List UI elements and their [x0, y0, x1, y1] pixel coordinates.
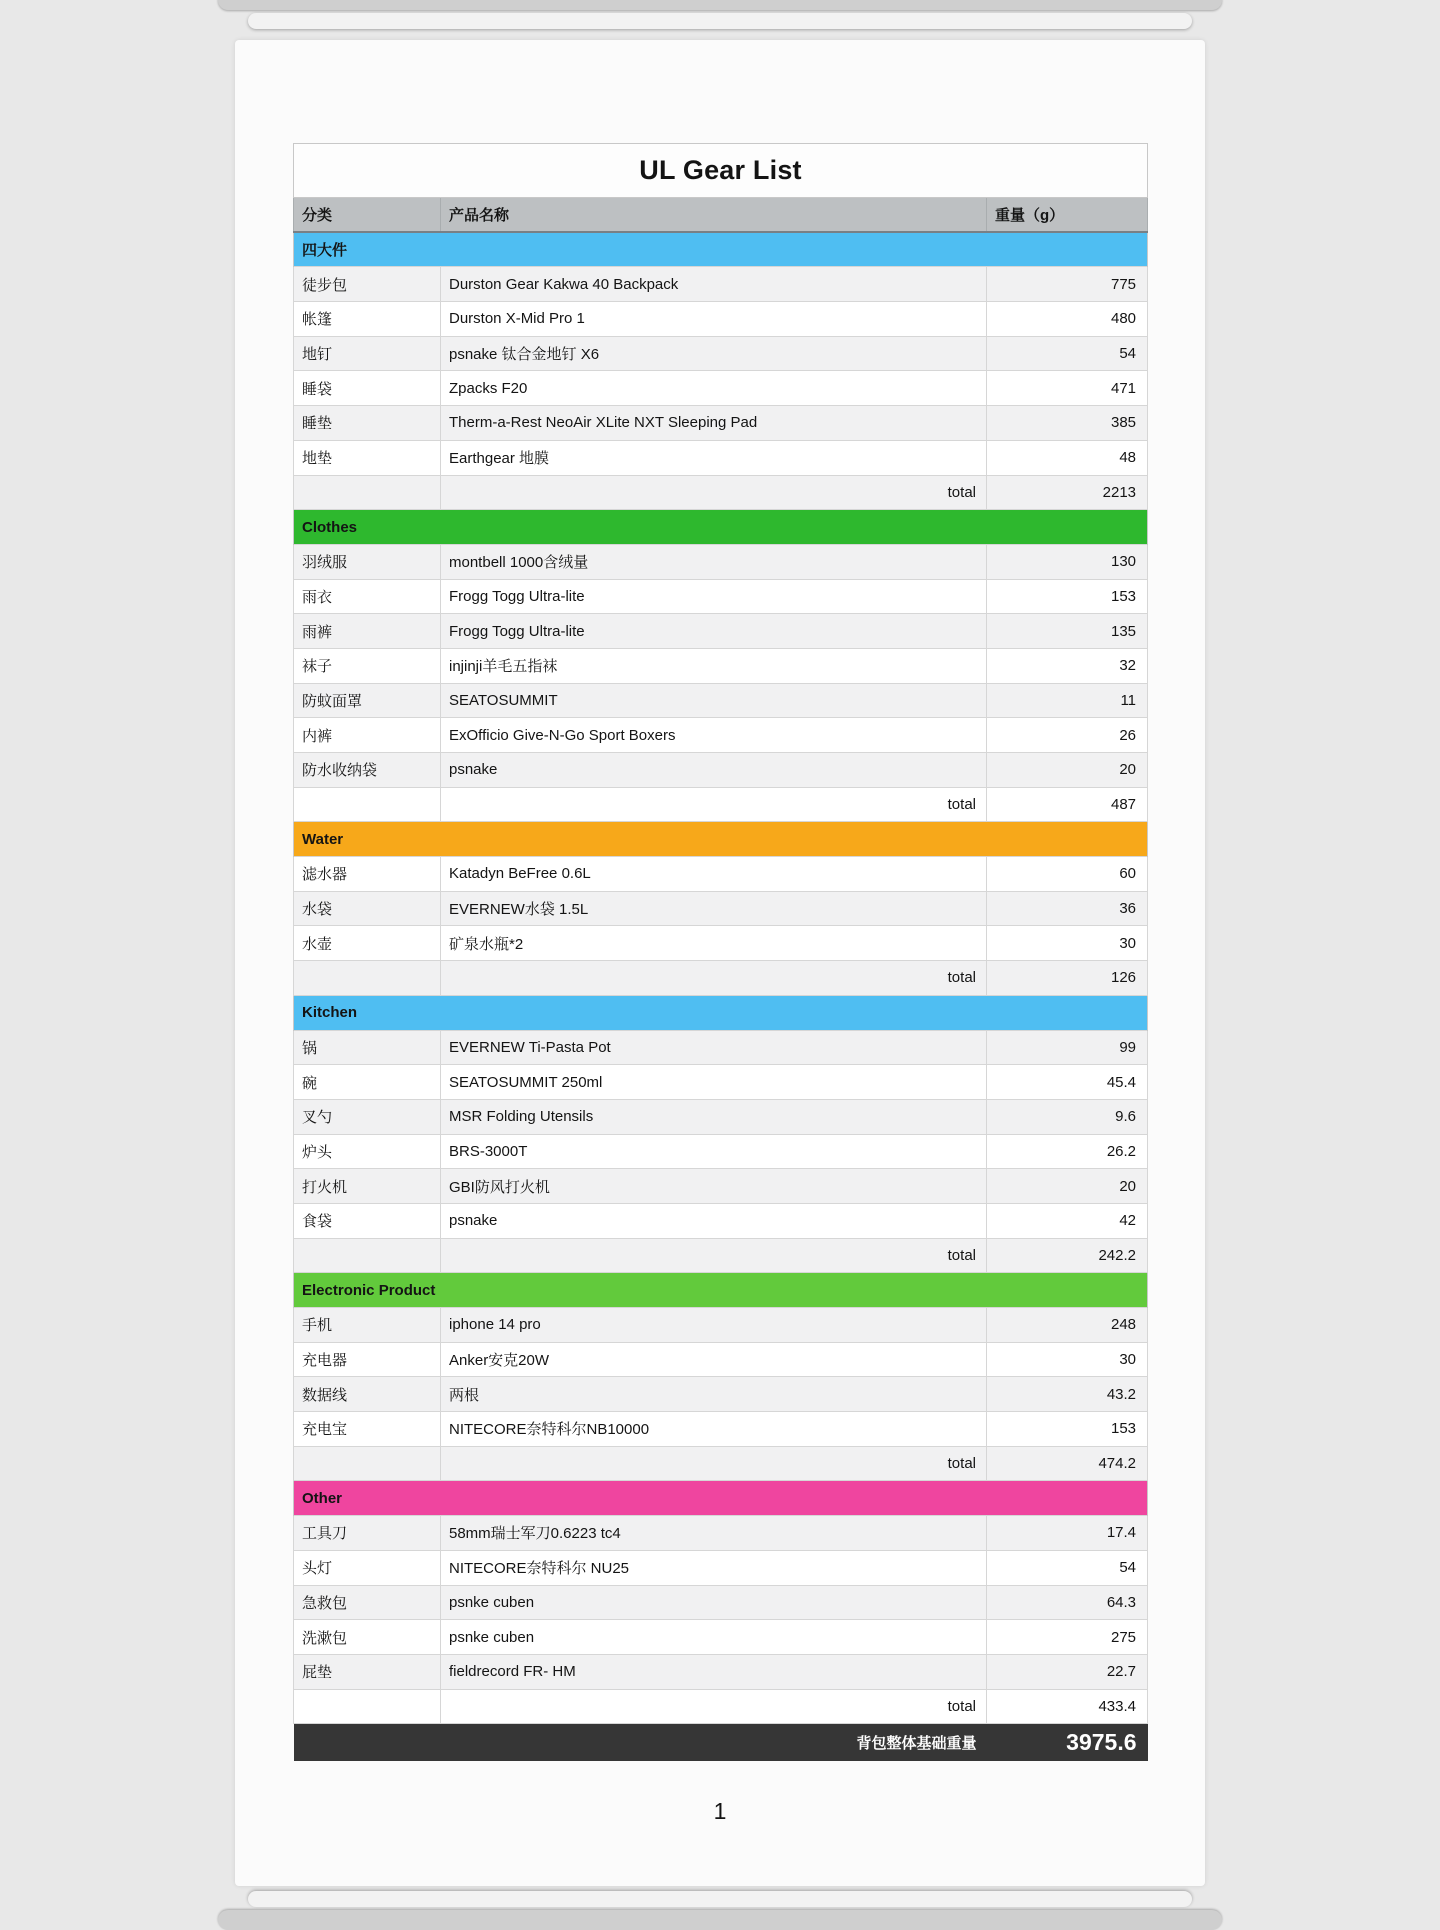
weight-cell: 20 — [987, 1169, 1148, 1204]
product-cell: Zpacks F20 — [441, 371, 987, 406]
total-empty-cell — [294, 1689, 441, 1724]
column-header-category: 分类 — [294, 198, 441, 233]
category-cell: 锅 — [294, 1030, 441, 1065]
product-cell: 58mm瑞士军刀0.6223 tc4 — [441, 1516, 987, 1551]
product-cell: psnke cuben — [441, 1620, 987, 1655]
gear-item-row — [294, 302, 1148, 337]
category-cell: 水袋 — [294, 891, 441, 926]
category-cell: 手机 — [294, 1308, 441, 1343]
gear-item-row — [294, 648, 1148, 683]
total-empty-cell — [294, 1238, 441, 1273]
gear-list-table — [293, 143, 1148, 1761]
category-cell: 急救包 — [294, 1585, 441, 1620]
product-cell: iphone 14 pro — [441, 1308, 987, 1343]
category-cell: 屁垫 — [294, 1654, 441, 1689]
gear-item-row — [294, 1203, 1148, 1238]
gear-item-row — [294, 1377, 1148, 1412]
product-cell: psnake — [441, 753, 987, 788]
weight-cell: 26.2 — [987, 1134, 1148, 1169]
gear-item-row — [294, 336, 1148, 371]
category-cell: 叉勺 — [294, 1099, 441, 1134]
weight-cell: 20 — [987, 753, 1148, 788]
section-total-row — [294, 961, 1148, 996]
product-cell: Frogg Togg Ultra-lite — [441, 579, 987, 614]
weight-cell: 60 — [987, 857, 1148, 892]
weight-cell: 30 — [987, 926, 1148, 961]
gear-item-row — [294, 1169, 1148, 1204]
weight-cell: 153 — [987, 1412, 1148, 1447]
product-cell: 两根 — [441, 1377, 987, 1412]
weight-cell: 471 — [987, 371, 1148, 406]
weight-cell: 135 — [987, 614, 1148, 649]
weight-cell: 11 — [987, 683, 1148, 718]
page-number: 1 — [713, 1798, 727, 1824]
total-label: total — [441, 787, 987, 822]
gear-table-body — [294, 144, 1148, 1761]
total-label: total — [441, 475, 987, 510]
product-cell: Durston Gear Kakwa 40 Backpack — [441, 267, 987, 302]
gear-item-row — [294, 1550, 1148, 1585]
gear-item-row — [294, 718, 1148, 753]
page-stack-edge-bottom-outer — [218, 1910, 1222, 1930]
product-cell: Earthgear 地膜 — [441, 440, 987, 475]
section-header-row — [294, 510, 1148, 545]
gear-item-row — [294, 1585, 1148, 1620]
category-cell: 袜子 — [294, 648, 441, 683]
total-label: total — [441, 1238, 987, 1273]
category-cell: 碗 — [294, 1065, 441, 1100]
weight-cell: 385 — [987, 406, 1148, 441]
category-cell: 防水收纳袋 — [294, 753, 441, 788]
section-title: 四大件 — [294, 232, 1148, 267]
category-cell: 地钉 — [294, 336, 441, 371]
section-title: Water — [294, 822, 1148, 857]
gear-item-row — [294, 544, 1148, 579]
total-label: total — [441, 1689, 987, 1724]
category-cell: 雨裤 — [294, 614, 441, 649]
product-cell: SEATOSUMMIT 250ml — [441, 1065, 987, 1100]
gear-item-row — [294, 857, 1148, 892]
gear-item-row — [294, 440, 1148, 475]
gear-item-row — [294, 1654, 1148, 1689]
gear-item-row — [294, 1342, 1148, 1377]
product-cell: 矿泉水瓶*2 — [441, 926, 987, 961]
category-cell: 头灯 — [294, 1550, 441, 1585]
weight-cell: 248 — [987, 1308, 1148, 1343]
category-cell: 充电器 — [294, 1342, 441, 1377]
total-weight-cell: 487 — [987, 787, 1148, 822]
base-weight-summary-row — [294, 1724, 1148, 1761]
weight-cell: 45.4 — [987, 1065, 1148, 1100]
page-stack-edge-top-outer — [218, 0, 1222, 10]
section-header-row — [294, 1273, 1148, 1308]
product-cell: psnake — [441, 1203, 987, 1238]
category-cell: 数据线 — [294, 1377, 441, 1412]
total-empty-cell — [294, 961, 441, 996]
total-label: total — [441, 961, 987, 996]
product-cell: EVERNEW水袋 1.5L — [441, 891, 987, 926]
total-empty-cell — [294, 475, 441, 510]
product-cell: EVERNEW Ti-Pasta Pot — [441, 1030, 987, 1065]
category-cell: 睡袋 — [294, 371, 441, 406]
gear-item-row — [294, 683, 1148, 718]
gear-item-row — [294, 579, 1148, 614]
category-cell: 充电宝 — [294, 1412, 441, 1447]
table-header-row — [294, 198, 1148, 233]
category-cell: 徒步包 — [294, 267, 441, 302]
gear-item-row — [294, 1065, 1148, 1100]
weight-cell: 54 — [987, 1550, 1148, 1585]
product-cell: injinji羊毛五指袜 — [441, 648, 987, 683]
weight-cell: 30 — [987, 1342, 1148, 1377]
total-empty-cell — [294, 787, 441, 822]
section-total-row — [294, 475, 1148, 510]
section-title: Other — [294, 1481, 1148, 1516]
gear-item-row — [294, 1620, 1148, 1655]
product-cell: Katadyn BeFree 0.6L — [441, 857, 987, 892]
weight-cell: 17.4 — [987, 1516, 1148, 1551]
product-cell: Therm-a-Rest NeoAir XLite NXT Sleeping Pad — [441, 406, 987, 441]
gear-item-row — [294, 1030, 1148, 1065]
weight-cell: 48 — [987, 440, 1148, 475]
category-cell: 地垫 — [294, 440, 441, 475]
weight-cell: 775 — [987, 267, 1148, 302]
weight-cell: 130 — [987, 544, 1148, 579]
gear-item-row — [294, 891, 1148, 926]
product-cell: ExOfficio Give-N-Go Sport Boxers — [441, 718, 987, 753]
section-total-row — [294, 1689, 1148, 1724]
section-title: Clothes — [294, 510, 1148, 545]
category-cell: 工具刀 — [294, 1516, 441, 1551]
gear-item-row — [294, 371, 1148, 406]
section-title: Kitchen — [294, 995, 1148, 1030]
product-cell: Frogg Togg Ultra-lite — [441, 614, 987, 649]
product-cell: BRS-3000T — [441, 1134, 987, 1169]
category-cell: 炉头 — [294, 1134, 441, 1169]
product-cell: psnake 钛合金地钉 X6 — [441, 336, 987, 371]
category-cell: 内裤 — [294, 718, 441, 753]
table-title-row — [294, 144, 1148, 198]
weight-cell: 153 — [987, 579, 1148, 614]
total-weight-cell: 474.2 — [987, 1446, 1148, 1481]
category-cell: 防蚊面罩 — [294, 683, 441, 718]
section-header-row — [294, 1481, 1148, 1516]
section-total-row — [294, 787, 1148, 822]
product-cell: Durston X-Mid Pro 1 — [441, 302, 987, 337]
document-page[interactable] — [235, 40, 1205, 1886]
gear-item-row — [294, 267, 1148, 302]
total-empty-cell — [294, 1446, 441, 1481]
category-cell: 雨衣 — [294, 579, 441, 614]
product-cell: NITECORE奈特科尔 NU25 — [441, 1550, 987, 1585]
weight-cell: 99 — [987, 1030, 1148, 1065]
product-cell: SEATOSUMMIT — [441, 683, 987, 718]
base-weight-value: 3975.6 — [987, 1724, 1148, 1761]
total-weight-cell: 2213 — [987, 475, 1148, 510]
page-stack-edge-top-inner — [248, 13, 1192, 29]
gear-item-row — [294, 1412, 1148, 1447]
gear-item-row — [294, 926, 1148, 961]
category-cell: 洗漱包 — [294, 1620, 441, 1655]
total-weight-cell: 242.2 — [987, 1238, 1148, 1273]
category-cell: 帐篷 — [294, 302, 441, 337]
page-title: UL Gear List — [294, 144, 1148, 198]
gear-item-row — [294, 1516, 1148, 1551]
weight-cell: 54 — [987, 336, 1148, 371]
category-cell: 滤水器 — [294, 857, 441, 892]
section-title: Electronic Product — [294, 1273, 1148, 1308]
category-cell: 水壶 — [294, 926, 441, 961]
section-header-row — [294, 995, 1148, 1030]
product-cell: Anker安克20W — [441, 1342, 987, 1377]
base-weight-label: 背包整体基础重量 — [294, 1724, 987, 1761]
gear-item-row — [294, 1134, 1148, 1169]
weight-cell: 32 — [987, 648, 1148, 683]
total-weight-cell: 433.4 — [987, 1689, 1148, 1724]
category-cell: 睡垫 — [294, 406, 441, 441]
weight-cell: 275 — [987, 1620, 1148, 1655]
weight-cell: 480 — [987, 302, 1148, 337]
total-label: total — [441, 1446, 987, 1481]
gear-item-row — [294, 1099, 1148, 1134]
product-cell: GBI防风打火机 — [441, 1169, 987, 1204]
weight-cell: 22.7 — [987, 1654, 1148, 1689]
category-cell: 食袋 — [294, 1203, 441, 1238]
product-cell: fieldrecord FR- HM — [441, 1654, 987, 1689]
section-total-row — [294, 1446, 1148, 1481]
category-cell: 打火机 — [294, 1169, 441, 1204]
gear-item-row — [294, 753, 1148, 788]
weight-cell: 42 — [987, 1203, 1148, 1238]
section-header-row — [294, 822, 1148, 857]
product-cell: NITECORE奈特科尔NB10000 — [441, 1412, 987, 1447]
section-header-row — [294, 232, 1148, 267]
column-header-weight: 重量（g） — [987, 198, 1148, 233]
total-weight-cell: 126 — [987, 961, 1148, 996]
product-cell: MSR Folding Utensils — [441, 1099, 987, 1134]
gear-item-row — [294, 406, 1148, 441]
gear-item-row — [294, 1308, 1148, 1343]
gear-item-row — [294, 614, 1148, 649]
weight-cell: 26 — [987, 718, 1148, 753]
weight-cell: 64.3 — [987, 1585, 1148, 1620]
product-cell: psnke cuben — [441, 1585, 987, 1620]
weight-cell: 9.6 — [987, 1099, 1148, 1134]
weight-cell: 43.2 — [987, 1377, 1148, 1412]
category-cell: 羽绒服 — [294, 544, 441, 579]
section-total-row — [294, 1238, 1148, 1273]
page-stack-edge-bottom-inner — [248, 1891, 1192, 1907]
product-cell: montbell 1000含绒量 — [441, 544, 987, 579]
weight-cell: 36 — [987, 891, 1148, 926]
column-header-product: 产品名称 — [441, 198, 987, 233]
